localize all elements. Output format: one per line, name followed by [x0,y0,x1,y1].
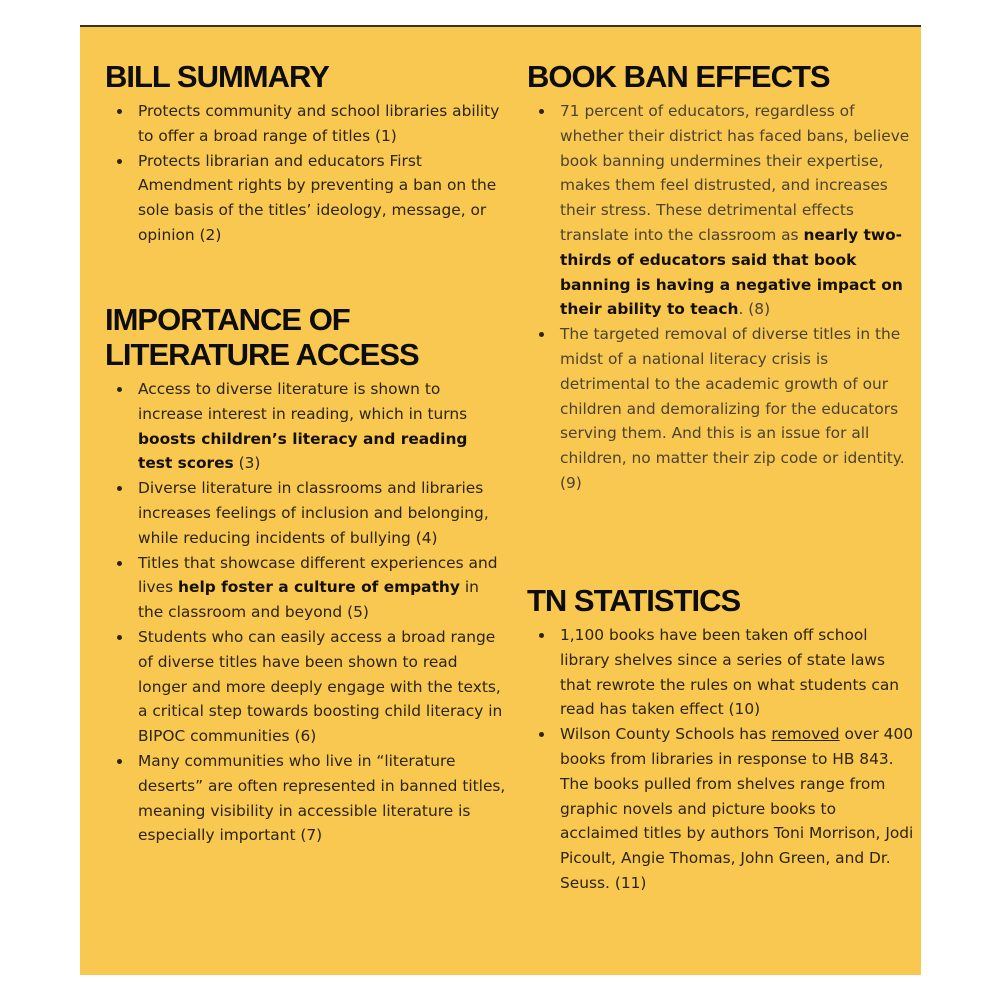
tn-statistics-heading: TN STATISTICS [527,583,741,618]
bill-summary-item-2: Protects librarian and educators First Amendment rights by preventing a ban on the sole basis of the titles’ ideology, message, or opinion (2) [105,149,507,248]
importance-heading-line-2: LITERATURE ACCESS [105,337,419,372]
bill-summary-section [105,59,507,248]
importance-item-4: Students who can easily access a broad range of diverse titles have been shown to read longer and more deeply engage with the texts, a critical step towards boosting child literacy in BIPOC communities (6) [105,625,507,749]
bill-summary-heading: BILL SUMMARY [105,59,329,94]
flyer [80,25,921,975]
importance-item-2: Diverse literature in classrooms and libraries increases feelings of inclusion and belonging, while reducing incidents of bullying (4) [105,476,507,550]
book-ban-section [527,59,917,496]
tn-statistics-list [527,623,917,896]
book-ban-heading: BOOK BAN EFFECTS [527,59,830,94]
bill-summary-list [105,99,507,248]
book-ban-list [527,99,917,496]
importance-list [105,377,507,848]
book-ban-item-1: 71 percent of educators, regardless of whether their district has faced bans, believe book banning undermines their expertise, makes them feel distrusted, and increases their stress. These detrimental effects translate into the classroom as nearly two-thirds of educators said that book banning is having a negative impact on their ability to teach. (8) [527,99,917,322]
importance-item-5: Many communities who live in “literature deserts” are often represented in banned titles, meaning visibility in accessible literature is especially important (7) [105,749,507,848]
tn-statistics-section [527,583,917,896]
tn-statistics-item-2: Wilson County Schools has removed over 400 books from libraries in response to HB 843. The books pulled from shelves range from graphic novels and picture books to acclaimed titles by authors Toni Morrison, Jodi Picoult, Angie Thomas, John Green, and Dr. Seuss. (11) [527,722,917,896]
importance-item-3: Titles that showcase different experiences and lives help foster a culture of empathy in the classroom and beyond (5) [105,551,507,625]
importance-heading [105,302,507,372]
bill-summary-item-1: Protects community and school libraries ability to offer a broad range of titles (1) [105,99,507,149]
importance-section [105,302,507,848]
importance-item-1: Access to diverse literature is shown to increase interest in reading, which in turns boosts children’s literacy and reading test scores (3) [105,377,507,476]
importance-heading-line-1: IMPORTANCE OF [105,302,350,337]
book-ban-item-2: The targeted removal of diverse titles in the midst of a national literacy crisis is detrimental to the academic growth of our children and demoralizing for the educators serving them. And this is an issue for all children, no matter their zip code or identity. (9) [527,322,917,496]
tn-statistics-item-1: 1,100 books have been taken off school library shelves since a series of state laws that rewrote the rules on what students can read has taken effect (10) [527,623,917,722]
removed-link[interactable]: removed [771,725,840,744]
